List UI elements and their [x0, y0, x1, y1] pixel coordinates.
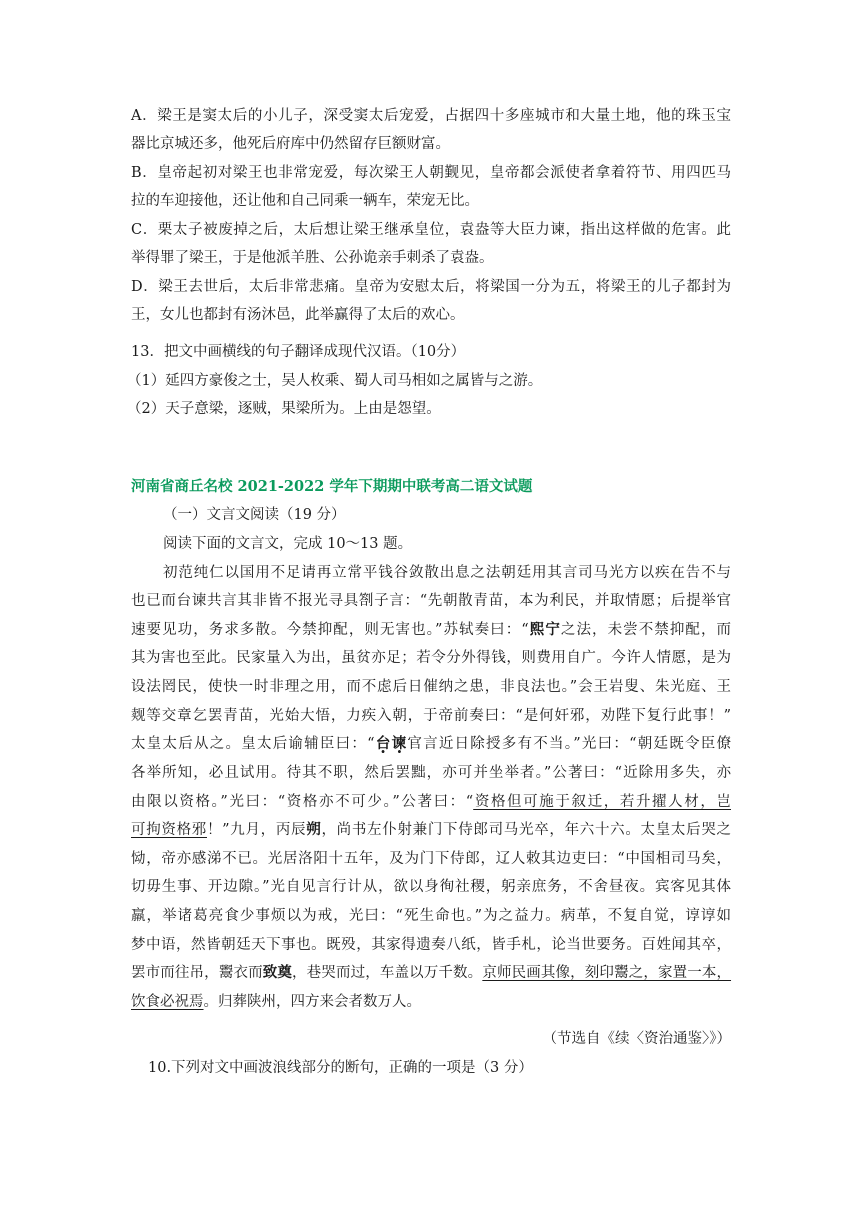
emphasis-word: 朔	[306, 821, 322, 838]
option-b-line1: B．皇帝起初对梁王也非常宠爱，每次梁王人朝觐见，皇帝都会派使者拿着符节、用四匹马	[131, 165, 731, 181]
passage-line-9: 由限以资格。”光曰：“资格亦不可少。”公著曰：“资格但可施于叙迁，若升擢人材，岂	[131, 794, 731, 810]
underlined-sentence: 饮食必祝焉	[131, 994, 204, 1010]
passage-line-2: 也已而台谏共言其非皆不报光寻具劄子言：“先朝散青苗，本为利民，并取情愿；后提举官	[131, 593, 731, 609]
dotted-word: 台	[374, 735, 392, 752]
dotted-word: 谏	[391, 735, 408, 752]
option-b-line2: 拉的车迎接他，还让他和自己同乘一辆车，荣宠无比。	[131, 193, 479, 209]
question-10-title: 10.下列对文中画波浪线部分的断句，正确的一项是（3 分）	[148, 1060, 533, 1076]
passage-source: （节选自《续〈资治通鉴〉》）	[542, 1031, 731, 1047]
underlined-sentence: 资格但可施于叙迁，若升擢人材，岂	[473, 794, 731, 810]
passage-line-7: 太皇太后从之。皇太后谕辅臣曰：“台谏官言近日除授多有不当。”光曰：“朝廷既令臣僚	[131, 735, 732, 752]
passage-line-16: 饮食必祝焉。归葬陕州，四方来会者数万人。	[131, 994, 421, 1010]
passage-line-14: 梦中语，然皆朝廷天下事也。既殁，其家得遗奏八纸，皆手札，论当世要务。百姓闻其卒，	[131, 937, 731, 953]
question-13-item-2: （2）天子意梁，逐贼，果梁所为。上由是怨望。	[127, 401, 441, 417]
passage-line-1: 初范纯仁以国用不足请再立常平钱谷敛散出息之法朝廷用其言司马光方以疾在告不与	[163, 565, 731, 581]
passage-line-15: 罢市而往吊，鬻衣而致奠，巷哭而过，车盖以万千数。京师民画其像，刻印鬻之，家置一本，	[131, 964, 732, 981]
option-a-line1: A．梁王是窦太后的小儿子，深受窦太后宠爱，占据四十多座城市和大量土地，他的珠玉宝	[131, 108, 731, 124]
emphasis-word: 致奠	[262, 964, 293, 981]
section-part-label: （一）文言文阅读（19 分）	[163, 507, 346, 523]
option-c-line2: 举得罪了梁王，于是他派羊胜、公孙诡亲手刺杀了袁盎。	[131, 250, 494, 266]
option-c-line1: C．栗太子被废掉之后，太后想让梁王继承皇位，袁盎等大臣力谏，指出这样做的危害。此	[131, 222, 731, 238]
question-13-title: 13．把文中画横线的句子翻译成现代汉语。（10分）	[131, 344, 466, 360]
emphasis-word: 熙宁	[528, 621, 561, 638]
passage-line-13: 羸，举诸葛亮食少事烦以为戒，光曰：“死生命也。”为之益力。病革，不复自觉，谆谆如	[131, 908, 731, 924]
option-d-line2: 王，女儿也都封有汤沐邑，此举赢得了太后的欢心。	[131, 307, 465, 323]
passage-line-3: 速要见功，务求多散。今禁抑配，则无害也。”苏轼奏曰：“熙宁之法，未尝不禁抑配，而	[131, 621, 732, 638]
passage-line-6: 觌等交章乞罢青苗，光始大悟，力疾入朝，于帝前奏曰：“是何奸邪，劝陛下复行此事！”	[131, 708, 731, 724]
option-d-line1: D．梁王去世后，太后非常悲痛。皇帝为安慰太后，将梁国一分为五，将梁王的儿子都封为	[131, 279, 731, 295]
section-heading: 河南省商丘名校 2021-2022 学年下期期中联考高二语文试题	[131, 478, 533, 495]
passage-line-12: 切毋生事、开边隙。”光自见言行计从，欲以身徇社稷，躬亲庶务，不舍昼夜。宾客见其体	[131, 879, 731, 895]
option-a-line2: 器比京城还多，他死后府库中仍然留存巨额财富。	[131, 136, 450, 152]
passage-line-4: 其为害也至此。民家量入为出，虽贫亦足；若令分外得钱，则费用自广。今许人情愿，是为	[131, 650, 731, 666]
underlined-sentence: 可拘资格邪	[131, 822, 207, 838]
question-13-item-1: （1）延四方豪俊之士，吴人枚乘、蜀人司马相如之属皆与之游。	[127, 373, 543, 389]
passage-line-5: 设法罔民，使快一时非理之用，而不虑后日催纳之患，非良法也。”会王岩叟、朱光庭、王	[131, 679, 731, 695]
underlined-sentence: 京师民画其像，刻印鬻之，家置一本，	[482, 965, 732, 981]
passage-line-8: 各举所知，必且试用。待其不职，然后罢黜，亦可并坐举者。”公著曰：“近除用多失，亦	[131, 765, 731, 781]
passage-line-11: 恸，帝亦感涕不已。光居洛阳十五年，及为门下侍郎，辽人敕其边吏曰：“中国相司马矣，	[131, 851, 731, 867]
section-instruction: 阅读下面的文言文，完成 10～13 题。	[163, 536, 413, 552]
passage-line-10: 可拘资格邪！”九月，丙辰朔，尚书左仆射兼门下侍郎司马光卒，年六十六。太皇太后哭之	[131, 821, 732, 838]
